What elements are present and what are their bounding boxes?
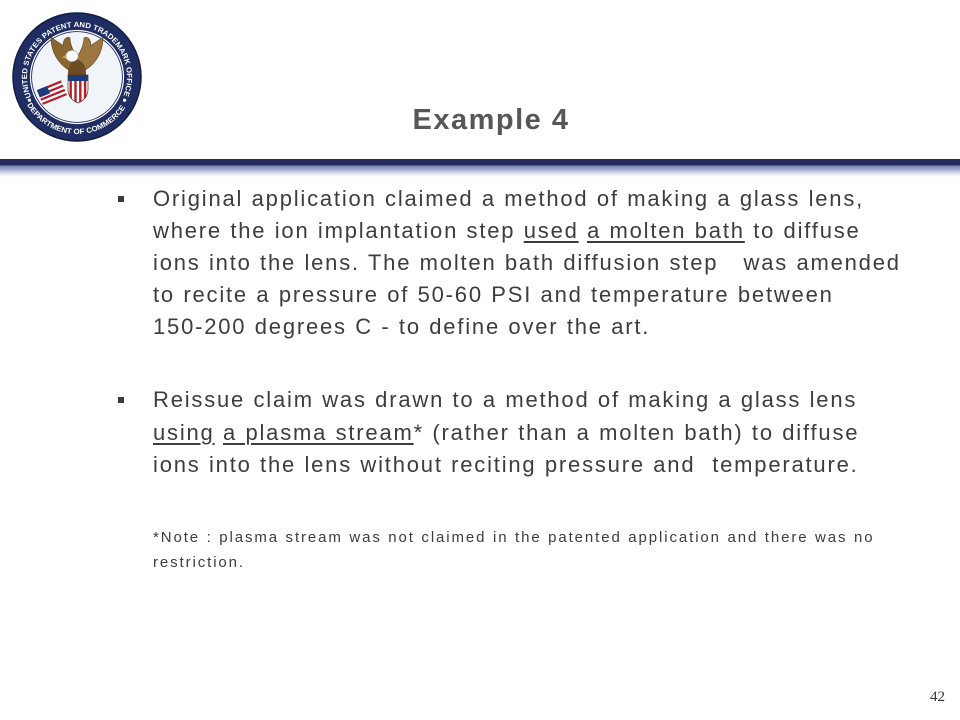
text-line	[153, 525, 874, 550]
text-segment	[215, 420, 223, 445]
text-segment: *Note : plasma stream was not claimed in the patented application and there was no	[153, 529, 875, 546]
underlined-phrase: a plasma stream	[223, 419, 414, 445]
slide-title: Example 4	[412, 104, 570, 136]
underlined-phrase: a molten bath	[587, 218, 745, 243]
text-line	[153, 550, 874, 575]
text-segment: restriction.	[153, 554, 245, 571]
text-segment: Reissue claim was drawn to a method of making a glass lens	[153, 387, 858, 412]
text-segment: to diffuse	[744, 218, 861, 243]
uspto-seal	[11, 11, 143, 143]
text-segment: where the ion implantation step	[153, 218, 524, 243]
bullet-1-text	[153, 183, 901, 343]
page-number: 42	[930, 689, 945, 705]
text-line	[153, 311, 901, 343]
text-line	[153, 183, 901, 215]
seal-star-right	[123, 99, 126, 102]
text-segment: ions into the lens. The molten bath diffusion step was amended	[153, 250, 901, 275]
text-line	[153, 449, 859, 482]
bullet-2-text	[153, 384, 859, 482]
eagle-head	[66, 50, 78, 61]
seal-top-text: UNITED STATES PATENT AND TRADEMARK OFFICE	[19, 19, 135, 100]
text-segment: Original application claimed a method of making a glass lens,	[153, 186, 865, 211]
text-line	[153, 279, 901, 311]
footnote-text	[153, 525, 874, 575]
text-segment: ions into the lens without reciting pressure and temperature.	[153, 452, 859, 477]
underlined-phrase: used	[523, 218, 579, 243]
text-line	[153, 384, 859, 417]
bullet-marker	[118, 397, 124, 403]
text-segment: to recite a pressure of 50-60 PSI and temperature between	[153, 282, 834, 307]
text-segment: 150-200 degrees C - to define over the art.	[153, 314, 651, 339]
text-line	[153, 215, 901, 247]
text-segment	[579, 218, 587, 243]
text-line	[153, 417, 859, 450]
text-line	[153, 247, 901, 279]
seal-star-left	[28, 99, 31, 102]
bullet-marker	[118, 196, 124, 202]
text-segment: * (rather than a molten bath) to diffuse	[413, 419, 860, 445]
underlined-phrase: using	[153, 419, 215, 445]
seal-bottom-text: DEPARTMENT OF COMMERCE	[25, 100, 127, 137]
header-divider-band	[0, 159, 960, 177]
